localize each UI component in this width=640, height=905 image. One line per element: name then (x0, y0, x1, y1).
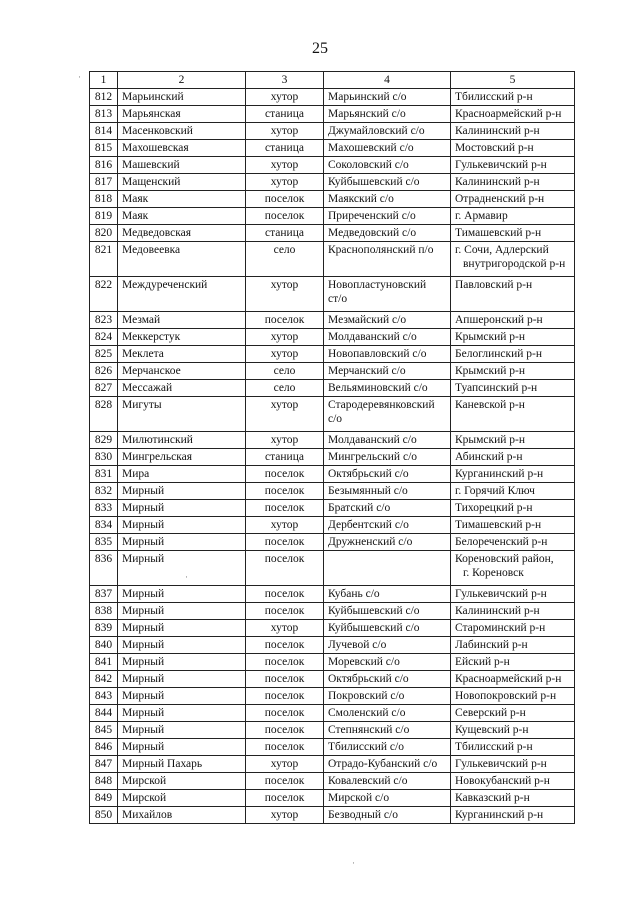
settlement-name-cell: Марьянская (118, 106, 246, 123)
council-cell: Покровский с/о (324, 688, 451, 705)
settlement-type-cell: поселок (246, 705, 324, 722)
settlement-type-cell: хутор (246, 517, 324, 534)
row-number-cell: 827 (90, 380, 118, 397)
settlement-type-cell: поселок (246, 551, 324, 586)
council-cell: Соколовский с/о (324, 157, 451, 174)
settlement-name-cell: Мирный (118, 739, 246, 756)
council-line: Стародеревянковский (328, 399, 435, 411)
district-cell: Курганинский р-н (451, 807, 575, 824)
council-cell: Ковалевский с/о (324, 773, 451, 790)
table-row (90, 89, 575, 106)
table-row (90, 705, 575, 722)
settlement-name-cell: Мирный (118, 603, 246, 620)
table-row (90, 466, 575, 483)
district-cell: Калининский р-н (451, 603, 575, 620)
settlement-type-cell: хутор (246, 174, 324, 191)
council-line: Новопластуновский (328, 279, 427, 291)
district-cell: Ейский р-н (451, 654, 575, 671)
settlement-type-cell: станица (246, 106, 324, 123)
table-header-row (90, 72, 575, 89)
table-row (90, 363, 575, 380)
council-cell: Кубань с/о (324, 586, 451, 603)
row-number-cell: 812 (90, 89, 118, 106)
council-cell: Приреченский с/о (324, 208, 451, 225)
settlement-name-cell: Маяк (118, 208, 246, 225)
district-cell: Кавказский р-н (451, 790, 575, 807)
settlement-name-cell: Мирный (118, 620, 246, 637)
table-body (90, 89, 575, 824)
council-cell: Краснополянский п/о (324, 242, 451, 277)
row-number-cell: 820 (90, 225, 118, 242)
scan-speck: · (78, 72, 81, 82)
row-number-cell: 828 (90, 397, 118, 432)
row-number-cell: 826 (90, 363, 118, 380)
settlement-name-cell: Мащенский (118, 174, 246, 191)
row-number-cell: 821 (90, 242, 118, 277)
settlement-type-cell: хутор (246, 756, 324, 773)
council-cell: Дружненский с/о (324, 534, 451, 551)
settlement-name-cell: Марьинский (118, 89, 246, 106)
settlement-name-cell: Мира (118, 466, 246, 483)
settlement-name-cell: Мерчанское (118, 363, 246, 380)
settlement-type-cell: поселок (246, 483, 324, 500)
district-cell: Крымский р-н (451, 329, 575, 346)
table-row (90, 397, 575, 432)
settlement-type-cell: поселок (246, 603, 324, 620)
district-cell: Красноармейский р-н (451, 106, 575, 123)
district-line: Кореновский район, (455, 553, 554, 565)
settlement-name-cell: Меккерстук (118, 329, 246, 346)
table-row (90, 551, 575, 586)
district-line: г. Сочи, Адлерский (455, 244, 549, 256)
table-row (90, 807, 575, 824)
settlement-type-cell: хутор (246, 346, 324, 363)
district-cell: Белоглинский р-н (451, 346, 575, 363)
settlement-type-cell: село (246, 380, 324, 397)
district-cell: Кущевский р-н (451, 722, 575, 739)
district-cell (451, 551, 575, 586)
row-number-cell: 839 (90, 620, 118, 637)
settlement-name-cell: Мирный (118, 500, 246, 517)
council-cell: Новопавловский с/о (324, 346, 451, 363)
row-number-cell: 833 (90, 500, 118, 517)
council-cell: Степнянский с/о (324, 722, 451, 739)
council-cell: Марьинский с/о (324, 89, 451, 106)
settlement-type-cell: поселок (246, 790, 324, 807)
settlement-type-cell: хутор (246, 807, 324, 824)
table-row (90, 671, 575, 688)
district-line: г. Кореновск (463, 567, 524, 579)
row-number-cell: 817 (90, 174, 118, 191)
council-line: с/о (328, 413, 343, 425)
row-number-cell: 831 (90, 466, 118, 483)
district-cell: Калининский р-н (451, 123, 575, 140)
table-row (90, 739, 575, 756)
settlement-type-cell: станица (246, 449, 324, 466)
settlements-table (89, 71, 575, 824)
table-row (90, 225, 575, 242)
row-number-cell: 815 (90, 140, 118, 157)
row-number-cell: 835 (90, 534, 118, 551)
table-row (90, 586, 575, 603)
settlement-name-cell: Мирный (118, 654, 246, 671)
row-number-cell: 837 (90, 586, 118, 603)
settlement-name-cell: Междуреченский (118, 277, 246, 312)
settlement-name-cell: Мирный (118, 483, 246, 500)
settlement-name-cell: Мирный (118, 551, 246, 586)
council-cell (324, 551, 451, 586)
table-row (90, 517, 575, 534)
district-cell: Новопокровский р-н (451, 688, 575, 705)
district-cell: Туапсинский р-н (451, 380, 575, 397)
row-number-cell: 848 (90, 773, 118, 790)
row-number-cell: 842 (90, 671, 118, 688)
district-cell: Белореченский р-н (451, 534, 575, 551)
table-row (90, 654, 575, 671)
table-row (90, 756, 575, 773)
council-cell: Братский с/о (324, 500, 451, 517)
council-cell: Безымянный с/о (324, 483, 451, 500)
district-cell: Калининский р-н (451, 174, 575, 191)
table-row (90, 346, 575, 363)
settlement-type-cell: станица (246, 140, 324, 157)
settlement-type-cell: поселок (246, 739, 324, 756)
district-cell: Красноармейский р-н (451, 671, 575, 688)
council-cell: Вельяминовский с/о (324, 380, 451, 397)
council-cell: Моревский с/о (324, 654, 451, 671)
table-row (90, 603, 575, 620)
district-cell: Староминский р-н (451, 620, 575, 637)
district-cell: Лабинский р-н (451, 637, 575, 654)
row-number-cell: 818 (90, 191, 118, 208)
settlement-type-cell: поселок (246, 534, 324, 551)
row-number-cell: 822 (90, 277, 118, 312)
settlement-type-cell: хутор (246, 329, 324, 346)
table-row (90, 157, 575, 174)
table-row (90, 329, 575, 346)
table-row (90, 277, 575, 312)
council-line: ст/о (328, 293, 348, 305)
row-number-cell: 843 (90, 688, 118, 705)
row-number-cell: 813 (90, 106, 118, 123)
settlement-name-cell: Мезмай (118, 312, 246, 329)
row-number-cell: 816 (90, 157, 118, 174)
settlement-name-cell: Мирный (118, 517, 246, 534)
table-row (90, 534, 575, 551)
settlement-type-cell: поселок (246, 312, 324, 329)
settlement-name-cell: Мессажай (118, 380, 246, 397)
district-cell: Северский р-н (451, 705, 575, 722)
council-cell: Медведовский с/о (324, 225, 451, 242)
council-cell: Тбилисский с/о (324, 739, 451, 756)
row-number-cell: 841 (90, 654, 118, 671)
district-cell: Тбилисский р-н (451, 739, 575, 756)
council-cell: Молдаванский с/о (324, 432, 451, 449)
settlement-type-cell: хутор (246, 620, 324, 637)
district-cell: Тихорецкий р-н (451, 500, 575, 517)
district-cell: Курганинский р-н (451, 466, 575, 483)
district-cell: Абинский р-н (451, 449, 575, 466)
settlement-name-cell: Мирный (118, 586, 246, 603)
council-cell: Безводный с/о (324, 807, 451, 824)
row-number-cell: 845 (90, 722, 118, 739)
settlement-type-cell: поселок (246, 466, 324, 483)
row-number-cell: 844 (90, 705, 118, 722)
council-cell: Маякский с/о (324, 191, 451, 208)
table-row (90, 123, 575, 140)
settlement-type-cell: поселок (246, 637, 324, 654)
settlement-name-cell: Мирный (118, 671, 246, 688)
column-header: 4 (324, 72, 451, 89)
settlement-type-cell: хутор (246, 89, 324, 106)
council-cell: Мезмайский с/о (324, 312, 451, 329)
row-number-cell: 819 (90, 208, 118, 225)
settlement-name-cell: Маяк (118, 191, 246, 208)
district-cell: Павловский р-н (451, 277, 575, 312)
district-cell: Крымский р-н (451, 363, 575, 380)
council-cell: Молдаванский с/о (324, 329, 451, 346)
table-row (90, 500, 575, 517)
table-row (90, 722, 575, 739)
settlement-type-cell: станица (246, 225, 324, 242)
settlement-name-cell: Медведовская (118, 225, 246, 242)
council-cell: Куйбышевский с/о (324, 603, 451, 620)
scan-speck: · (185, 572, 188, 582)
scan-speck: · (352, 858, 355, 868)
settlement-name-cell: Мирный (118, 722, 246, 739)
district-cell: г. Горячий Ключ (451, 483, 575, 500)
council-cell: Куйбышевский с/о (324, 620, 451, 637)
column-header: 2 (118, 72, 246, 89)
settlement-type-cell: хутор (246, 277, 324, 312)
row-number-cell: 850 (90, 807, 118, 824)
settlement-type-cell: поселок (246, 586, 324, 603)
settlement-type-cell: хутор (246, 123, 324, 140)
district-cell: Каневской р-н (451, 397, 575, 432)
settlement-name-cell: Мирный (118, 534, 246, 551)
district-cell: Гулькевичский р-н (451, 157, 575, 174)
council-cell: Октябрьский с/о (324, 671, 451, 688)
table-row (90, 773, 575, 790)
settlement-name-cell: Медовеевка (118, 242, 246, 277)
column-header: 5 (451, 72, 575, 89)
table-row (90, 208, 575, 225)
table-row (90, 380, 575, 397)
settlement-name-cell: Мирской (118, 773, 246, 790)
district-cell: Тбилисский р-н (451, 89, 575, 106)
settlement-type-cell: поселок (246, 500, 324, 517)
settlement-type-cell: поселок (246, 208, 324, 225)
table-row (90, 242, 575, 277)
settlement-name-cell: Мирный (118, 637, 246, 654)
council-cell (324, 397, 451, 432)
row-number-cell: 824 (90, 329, 118, 346)
row-number-cell: 829 (90, 432, 118, 449)
table-row (90, 106, 575, 123)
settlement-name-cell: Машевский (118, 157, 246, 174)
district-cell: Новокубанский р-н (451, 773, 575, 790)
council-cell: Джумайловский с/о (324, 123, 451, 140)
district-cell: Тимашевский р-н (451, 225, 575, 242)
row-number-cell: 823 (90, 312, 118, 329)
row-number-cell: 832 (90, 483, 118, 500)
council-cell: Дербентский с/о (324, 517, 451, 534)
row-number-cell: 838 (90, 603, 118, 620)
district-cell: Отрадненский р-н (451, 191, 575, 208)
table-row (90, 432, 575, 449)
settlement-name-cell: Мигуты (118, 397, 246, 432)
settlement-type-cell: поселок (246, 722, 324, 739)
settlement-type-cell: хутор (246, 397, 324, 432)
row-number-cell: 849 (90, 790, 118, 807)
table-row (90, 174, 575, 191)
table-row (90, 140, 575, 157)
council-cell: Мирской с/о (324, 790, 451, 807)
settlement-name-cell: Мирный (118, 688, 246, 705)
row-number-cell: 834 (90, 517, 118, 534)
district-cell: Апшеронский р-н (451, 312, 575, 329)
council-cell: Мерчанский с/о (324, 363, 451, 380)
row-number-cell: 814 (90, 123, 118, 140)
district-cell: Крымский р-н (451, 432, 575, 449)
settlement-type-cell: поселок (246, 671, 324, 688)
settlement-type-cell: поселок (246, 773, 324, 790)
settlement-type-cell: поселок (246, 191, 324, 208)
settlement-name-cell: Мирный Пахарь (118, 756, 246, 773)
column-header: 3 (246, 72, 324, 89)
district-cell: Гулькевичский р-н (451, 756, 575, 773)
district-cell: г. Армавир (451, 208, 575, 225)
council-cell: Мингрельский с/о (324, 449, 451, 466)
council-cell: Лучевой с/о (324, 637, 451, 654)
district-cell: Тимашевский р-н (451, 517, 575, 534)
settlement-name-cell: Масенковский (118, 123, 246, 140)
table-row (90, 688, 575, 705)
table-row (90, 449, 575, 466)
row-number-cell: 836 (90, 551, 118, 586)
settlement-name-cell: Мирской (118, 790, 246, 807)
settlement-type-cell: село (246, 363, 324, 380)
settlement-type-cell: село (246, 242, 324, 277)
council-cell (324, 277, 451, 312)
settlement-type-cell: хутор (246, 157, 324, 174)
district-cell (451, 242, 575, 277)
table-row (90, 637, 575, 654)
district-cell: Мостовский р-н (451, 140, 575, 157)
council-cell: Махошевский с/о (324, 140, 451, 157)
table-row (90, 620, 575, 637)
row-number-cell: 846 (90, 739, 118, 756)
settlement-name-cell: Милютинский (118, 432, 246, 449)
council-cell: Отрадо-Кубанский с/о (324, 756, 451, 773)
settlement-name-cell: Михайлов (118, 807, 246, 824)
council-cell: Октябрьский с/о (324, 466, 451, 483)
council-cell: Смоленский с/о (324, 705, 451, 722)
table-row (90, 191, 575, 208)
table-row (90, 790, 575, 807)
row-number-cell: 830 (90, 449, 118, 466)
district-line: внутригородской р-н (463, 258, 566, 270)
settlement-type-cell: поселок (246, 688, 324, 705)
settlement-name-cell: Мингрельская (118, 449, 246, 466)
row-number-cell: 825 (90, 346, 118, 363)
table-row (90, 483, 575, 500)
column-header: 1 (90, 72, 118, 89)
table-row (90, 312, 575, 329)
council-cell: Марьянский с/о (324, 106, 451, 123)
settlement-name-cell: Меклета (118, 346, 246, 363)
settlement-type-cell: поселок (246, 654, 324, 671)
row-number-cell: 840 (90, 637, 118, 654)
settlement-type-cell: хутор (246, 432, 324, 449)
district-cell: Гулькевичский р-н (451, 586, 575, 603)
council-cell: Куйбышевский с/о (324, 174, 451, 191)
row-number-cell: 847 (90, 756, 118, 773)
settlement-name-cell: Мирный (118, 705, 246, 722)
page-number: 25 (312, 40, 328, 57)
settlement-name-cell: Махошевская (118, 140, 246, 157)
